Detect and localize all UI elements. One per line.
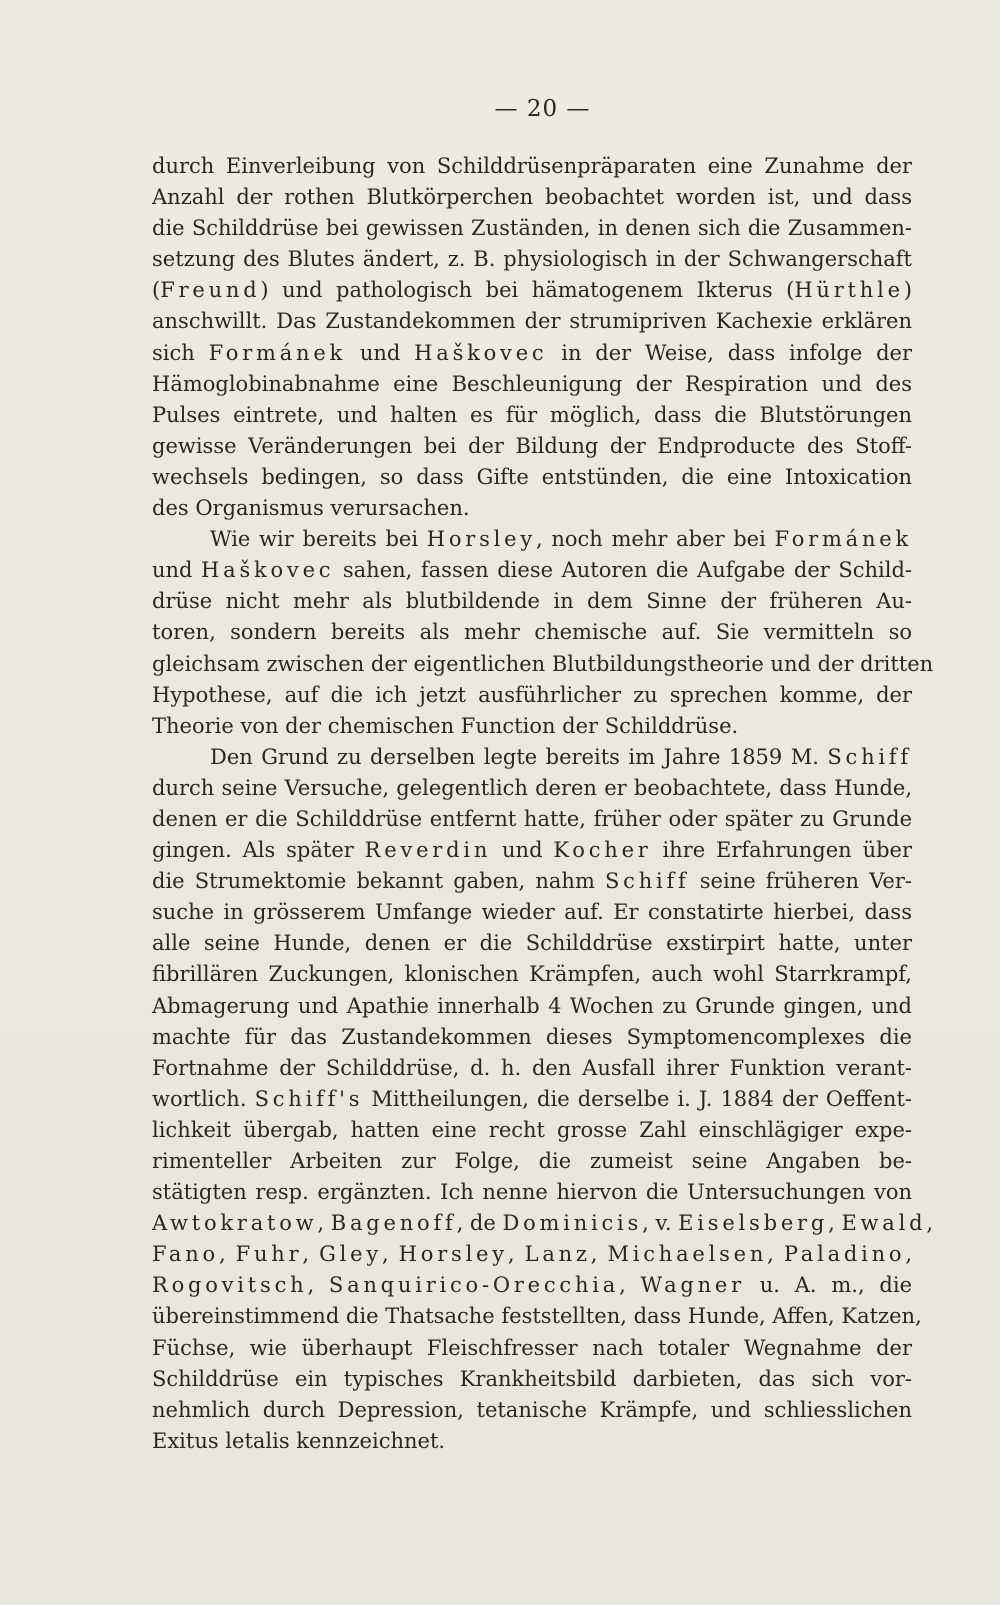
text-segment: toren, sondern bereits als mehr chemische auf. Sie vermitteln so <box>152 620 912 645</box>
text-segment: die Schilddrüse bei gewissen Zuständen, in denen sich die Zusammen- <box>152 216 912 241</box>
text-segment: gewisse Veränderungen bei der Bildung der Endproducte des Stoff- <box>152 433 912 458</box>
text-segment: wortlich. <box>152 1086 255 1111</box>
text-segment: , <box>905 1242 913 1267</box>
page-number: — 20 — <box>494 96 591 122</box>
text-segment: nehmlich durch Depression, tetanische Krämpfe, und schliesslichen <box>152 1397 912 1422</box>
text-segment: machte für das Zustandekommen dieses Symptomencomplexes die <box>152 1024 912 1049</box>
author-name: Awtokratow <box>152 1211 318 1236</box>
text-line <box>152 1053 912 1084</box>
text-segment: setzung des Blutes ändert, z. B. physiologisch in der Schwangerschaft <box>152 247 912 272</box>
text-segment: Theorie von der chemischen Function der Schilddrüse. <box>152 713 739 738</box>
text-line <box>152 649 934 680</box>
text-line <box>152 1364 912 1395</box>
author-name: Schiff <box>827 744 912 769</box>
author-name: Schiff's <box>254 1086 364 1111</box>
text-segment: Exitus letalis kennzeichnet. <box>152 1428 446 1453</box>
author-name: Ewald <box>841 1211 927 1236</box>
text-segment: , <box>507 1242 525 1267</box>
text-segment: Mittheilungen, die derselbe i. J. 1884 der Oeffent- <box>363 1086 912 1111</box>
text-segment: , <box>382 1242 399 1267</box>
text-line <box>152 555 912 586</box>
author-name: Rogovitsch <box>152 1273 308 1298</box>
text-line <box>152 213 912 244</box>
text-segment: ( <box>152 278 161 303</box>
text-segment: fibrillären Zuckungen, klonischen Krämpfen, auch wohl Starrkrampf, <box>152 962 912 987</box>
author-name: Formánek <box>208 340 347 365</box>
text-segment: und <box>491 838 554 863</box>
text-segment: und <box>152 558 202 583</box>
text-line <box>152 306 912 337</box>
text-line <box>152 1333 912 1364</box>
text-segment: übereinstimmend die Thatsache feststellten, dass Hunde, Affen, Katzen, <box>152 1304 922 1329</box>
text-line <box>152 617 912 648</box>
text-line <box>152 244 912 275</box>
text-segment: Schilddrüse ein typisches Krankheitsbild darbieten, das sich vor- <box>152 1366 912 1391</box>
text-segment: gleichsam zwischen der eigentlichen Blutbildungstheorie und der dritten <box>152 651 934 676</box>
text-line <box>152 151 912 182</box>
text-line <box>152 959 912 990</box>
text-segment: anschwillt. Das Zustandekommen der strumipriven Kachexie erklären <box>152 309 912 334</box>
text-segment: ) <box>903 278 912 303</box>
text-line <box>152 369 912 400</box>
author-name: Michaelsen <box>607 1242 768 1267</box>
text-line <box>152 742 912 773</box>
text-segment: seine früheren Ver- <box>689 869 912 894</box>
text-segment: , <box>926 1211 934 1236</box>
text-segment: , <box>767 1242 784 1267</box>
author-name: Freund <box>160 278 261 303</box>
text-segment: Den Grund zu derselben legte bereits im Jahre 1859 M. <box>210 744 828 769</box>
text-line <box>152 1239 912 1270</box>
text-segment: , <box>302 1242 320 1267</box>
text-segment: die Strumektomie bekannt gaben, nahm <box>152 869 605 894</box>
author-name: Fano <box>152 1242 219 1267</box>
author-name: Reverdin <box>364 838 492 863</box>
author-name: Gley <box>319 1242 382 1267</box>
text-segment: sich <box>152 340 209 365</box>
text-line <box>152 1426 912 1457</box>
text-line <box>152 524 912 555</box>
text-line <box>152 680 912 711</box>
text-segment: , de <box>456 1211 503 1236</box>
text-segment: , <box>307 1273 329 1298</box>
author-name: Horsley <box>398 1242 508 1267</box>
text-segment: des Organismus verursachen. <box>152 496 470 521</box>
author-name: Horsley <box>426 527 536 552</box>
text-line <box>152 1395 912 1426</box>
author-name: Eiselsberg <box>678 1211 829 1236</box>
text-line <box>152 866 912 897</box>
text-line <box>152 1270 912 1301</box>
text-segment: ) und pathologisch bei hämatogenem Ikterus ( <box>260 278 795 303</box>
text-segment: , v. <box>642 1211 679 1236</box>
text-line <box>152 928 912 959</box>
text-segment: Hypothese, auf die ich jetzt ausführlicher zu sprechen komme, der <box>152 682 912 707</box>
author-name: Fuhr <box>235 1242 303 1267</box>
text-segment: Füchse, wie überhaupt Fleischfresser nach totaler Wegnahme der <box>152 1335 912 1360</box>
text-line <box>152 493 912 524</box>
author-name: Formánek <box>774 527 912 552</box>
text-segment: lichkeit übergab, hatten eine recht grosse Zahl einschlägiger expe- <box>152 1117 912 1142</box>
text-segment: Fortnahme der Schilddrüse, d. h. den Ausfall ihrer Funktion verant- <box>152 1055 912 1080</box>
text-line <box>152 1301 922 1332</box>
author-name: Schiff <box>605 869 690 894</box>
text-line <box>152 773 912 804</box>
text-line <box>152 182 912 213</box>
text-line <box>152 1084 912 1115</box>
text-segment: und <box>346 340 415 365</box>
text-segment: Pulses eintrete, und halten es für möglich, dass die Blutstörungen <box>152 402 912 427</box>
text-segment: u. A. m., die <box>744 1273 912 1298</box>
text-segment: stätigten resp. ergänzten. Ich nenne hiervon die Untersuchungen von <box>152 1180 912 1205</box>
text-segment: , <box>317 1211 331 1236</box>
text-segment: durch seine Versuche, gelegentlich deren er beobachtete, dass Hunde, <box>152 775 912 800</box>
text-segment: gingen. Als später <box>152 838 365 863</box>
author-name: Kocher <box>553 838 652 863</box>
author-name: Paladino <box>783 1242 906 1267</box>
text-line <box>152 462 912 493</box>
author-name: Sanquirico-Orecchia <box>328 1273 620 1298</box>
author-name: Haškovec <box>201 558 335 583</box>
text-line <box>152 1177 912 1208</box>
text-segment: drüse nicht mehr als blutbildende in dem Sinne der früheren Au- <box>152 589 912 614</box>
text-line <box>152 1146 912 1177</box>
text-line <box>152 400 912 431</box>
text-segment: , <box>828 1211 842 1236</box>
text-segment: rimenteller Arbeiten zur Folge, die zumeist seine Angaben be- <box>152 1149 912 1173</box>
author-name: Haškovec <box>414 340 548 365</box>
text-segment: sahen, fassen diese Autoren die Aufgabe der Schild- <box>334 558 912 583</box>
text-line <box>152 1208 934 1239</box>
text-line <box>152 897 912 928</box>
text-segment: Wie wir bereits bei <box>210 527 427 552</box>
text-line <box>152 431 912 462</box>
text-segment: Hämoglobinabnahme eine Beschleunigung der Respiration und des <box>152 371 912 396</box>
author-name: Hürthle <box>794 278 904 303</box>
text-segment: , <box>619 1273 641 1298</box>
text-line <box>152 835 912 866</box>
text-segment: Anzahl der rothen Blutkörperchen beobachtet worden ist, und dass <box>152 185 912 210</box>
text-line <box>152 711 912 742</box>
author-name: Lanz <box>524 1242 591 1267</box>
text-line <box>152 991 912 1022</box>
text-segment: , <box>590 1242 608 1267</box>
text-segment: suche in grösserem Umfange wieder auf. Er constatirte hierbei, dass <box>152 900 912 925</box>
author-name: Wagner <box>640 1273 745 1298</box>
text-segment: , <box>218 1242 236 1267</box>
text-segment: durch Einverleibung von Schilddrüsenpräparaten eine Zunahme der <box>152 154 912 178</box>
text-segment: alle seine Hunde, denen er die Schilddrüse exstirpirt hatte, unter <box>152 931 912 956</box>
body-text <box>152 151 934 1457</box>
text-segment: ihre Erfahrungen über <box>651 838 912 863</box>
text-line <box>152 1115 912 1146</box>
author-name: Dominicis <box>502 1211 643 1236</box>
text-segment: denen er die Schilddrüse entfernt hatte, früher oder später zu Grunde <box>152 806 912 831</box>
text-segment: , noch mehr aber bei <box>535 527 775 552</box>
text-line <box>152 586 912 617</box>
text-line <box>152 275 912 306</box>
text-line <box>152 1022 912 1053</box>
text-segment: wechsels bedingen, so dass Gifte entstünden, die eine Intoxication <box>152 464 912 489</box>
author-name: Bagenoff <box>330 1211 457 1236</box>
text-line <box>152 338 912 369</box>
text-segment: in der Weise, dass infolge der <box>547 340 912 365</box>
text-line <box>152 804 912 835</box>
text-segment: Abmagerung und Apathie innerhalb 4 Wochen zu Grunde gingen, und <box>152 993 912 1018</box>
